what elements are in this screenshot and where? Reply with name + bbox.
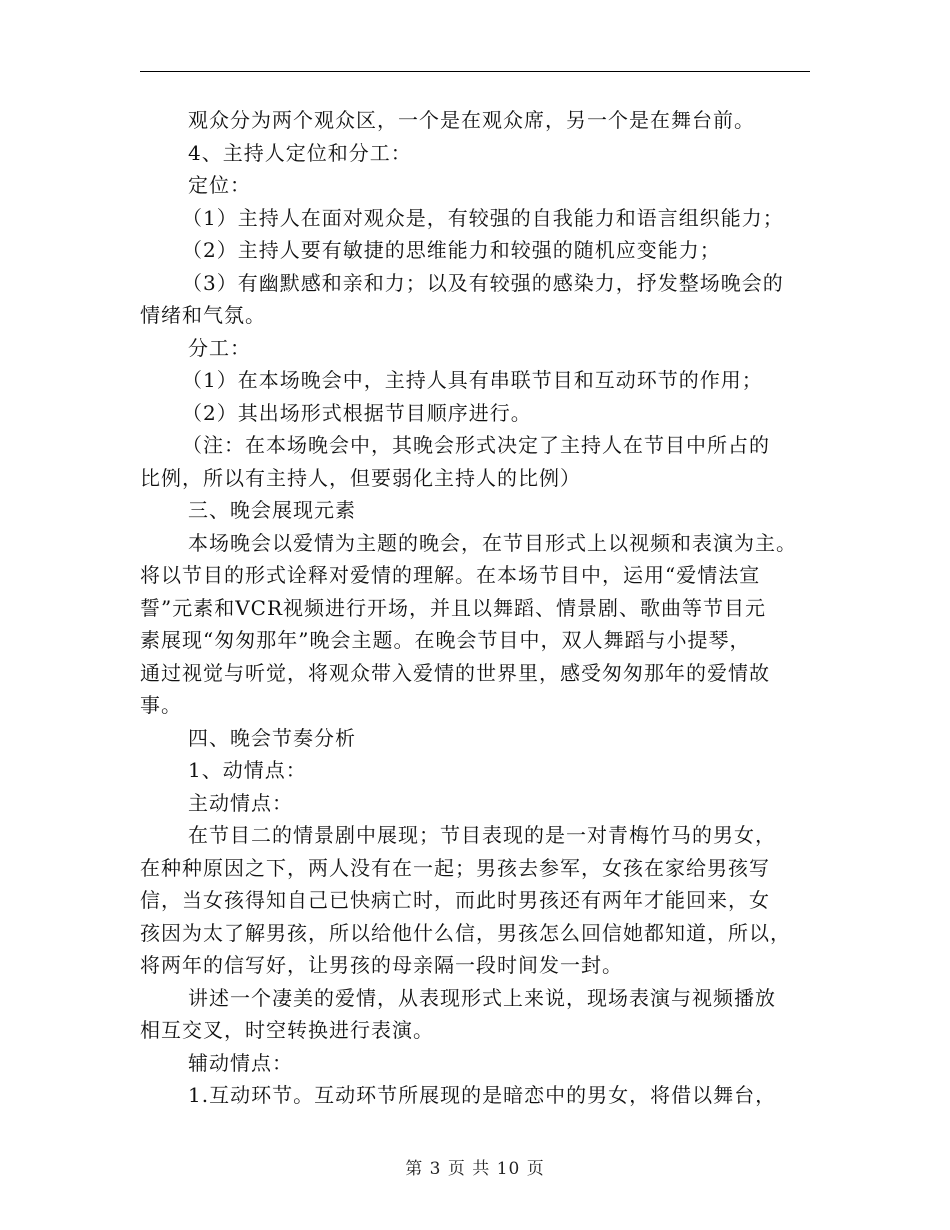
- list-item: （1）在本场晚会中，主持人具有串联节目和互动环节的作用；: [182, 368, 763, 392]
- paragraph-line: 在种种原因之下，两人没有在一起；男孩去参军，女孩在家给男孩写: [140, 855, 770, 880]
- subheading: 辅动情点：: [188, 1050, 293, 1075]
- paragraph-line: 素展现“匆匆那年”晚会主题。在晚会节目中，双人舞蹈与小提琴，: [140, 628, 751, 652]
- paragraph-line: 将两年的信写好，让男孩的母亲隔一段时间发一封。: [140, 953, 623, 977]
- paragraph-line: 情绪和气氛。: [140, 303, 266, 327]
- subheading: 分工：: [188, 335, 251, 360]
- paragraph-line: 本场晚会以爱情为主题的晚会，在节目形式上以视频和表演为主。: [188, 530, 797, 555]
- header-rule: [140, 71, 810, 72]
- section-heading: 四、晚会节奏分析: [188, 725, 356, 750]
- paragraph-line: 通过视觉与听觉，将观众带入爱情的世界里，感受匆匆那年的爱情故: [140, 660, 770, 685]
- paragraph-line: 誓”元素和VCR视频进行开场，并且以舞蹈、情景剧、歌曲等节目元: [140, 595, 767, 620]
- list-item: （3）有幽默感和亲和力；以及有较强的感染力，抒发整场晚会的: [182, 270, 784, 295]
- section-heading: 4、主持人定位和分工：: [188, 140, 412, 165]
- paragraph-line: 信，当女孩得知自己已快病亡时，而此时男孩还有两年才能回来，女: [140, 888, 770, 912]
- paragraph-line: 将以节目的形式诠释对爱情的理解。在本场节目中，运用“爱情法宣: [140, 563, 761, 587]
- note-line: 比例，所以有主持人，但要弱化主持人的比例）: [140, 465, 581, 490]
- section-heading: 三、晚会展现元素: [188, 498, 356, 522]
- subheading: 主动情点：: [188, 790, 293, 815]
- paragraph-line: 孩因为太了解男孩，所以给他什么信，男孩怎么回信她都知道，所以，: [140, 920, 791, 945]
- paragraph-line: 事。: [140, 693, 182, 717]
- paragraph-line: 相互交叉，时空转换进行表演。: [140, 1018, 434, 1042]
- paragraph-line: 讲述一个凄美的爱情，从表现形式上来说，现场表演与视频播放: [188, 985, 776, 1010]
- paragraph-line: 观众分为两个观众区，一个是在观众席，另一个是在舞台前。: [188, 108, 755, 132]
- subheading: 定位：: [188, 173, 251, 197]
- paragraph-line: 1.互动环节。互动环节所展现的是暗恋中的男女，将借以舞台，: [188, 1083, 777, 1107]
- note-line: （注：在本场晚会中，其晚会形式决定了主持人在节目中所占的: [182, 433, 770, 457]
- page-number: 第 3 页 共 10 页: [405, 1159, 545, 1179]
- paragraph-line: 在节目二的情景剧中展现；节目表现的是一对青梅竹马的男女，: [188, 823, 776, 847]
- list-item: （1）主持人在面对观众是，有较强的自我能力和语言组织能力；: [182, 205, 784, 230]
- list-item: （2）主持人要有敏捷的思维能力和较强的随机应变能力；: [182, 238, 721, 262]
- document-body: [140, 104, 810, 1112]
- subheading: 1、动情点：: [188, 758, 307, 782]
- list-item: （2）其出场形式根据节目顺序进行。: [182, 400, 532, 425]
